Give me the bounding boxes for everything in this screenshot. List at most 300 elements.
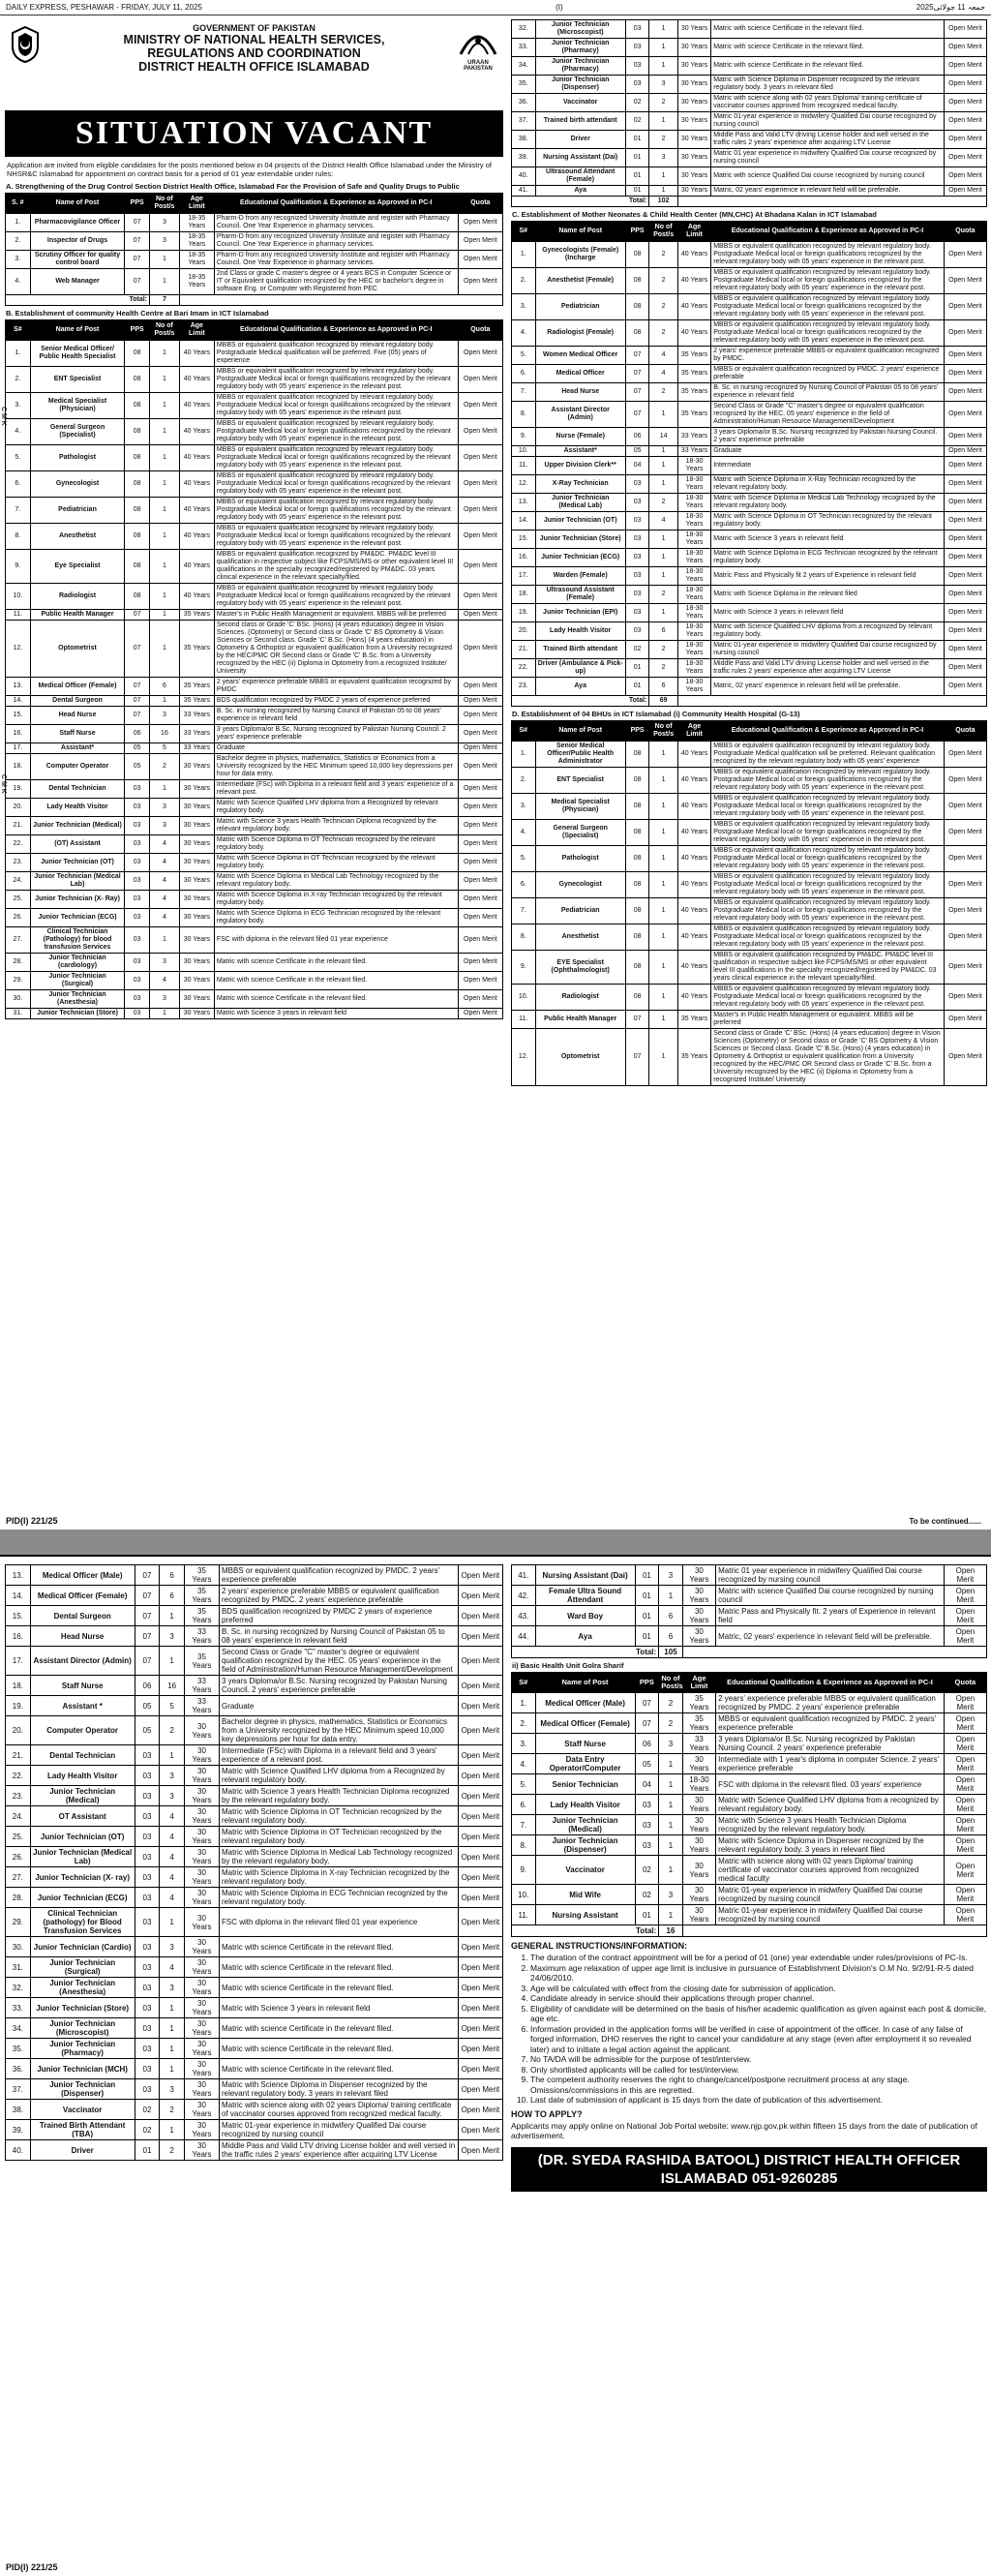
post-name-cell: Pathologist [30,445,125,471]
post-name-cell: Junior Technician (Pharmacy) [30,2039,135,2059]
qualification-cell: Matric with Science Qualified LHV diploma from a recognized by relevant regulatory body. [711,622,945,641]
posts-count-cell: 1 [150,367,180,393]
post-name-cell: Medical Officer (Male) [535,1693,635,1713]
pps-cell: 03 [625,586,649,604]
pps-cell: 08 [125,524,150,550]
quota-cell: Open Merit [458,251,502,269]
table-row [512,622,987,641]
post-name-cell: Junior Technician (Pharmacy) [535,57,625,76]
age-limit-cell: 40 Years [677,268,710,294]
post-name-cell: Junior Technician (EPI) [535,604,625,622]
qualification-cell: Matric with science Qualified Dai course recognized by nursing council [716,1586,945,1606]
post-name-cell: Gynecologist [30,471,125,498]
age-limit-cell: 18-35 Years [179,269,214,295]
post-name-cell: Trained Birth attendant [535,641,625,659]
post-name-cell: Staff Nurse [30,1676,135,1696]
age-limit-cell: 30 Years [185,1998,220,2018]
pps-cell: 05 [625,446,649,457]
pps-cell: 03 [135,1908,160,1937]
qualification-cell: MBBS or equivalent qualification recognized by relevant regulatory body. Postgraduate Medical local or foreign qualifications recognized by the relevant regulatory body with 05 years' experience in the relevant post. [711,924,945,951]
table-row [6,872,503,891]
qualification-cell: FSC with diploma in the relevant filed. 03 years' experience [716,1774,945,1795]
qualification-cell: MBBS or equivalent qualification recognized by relevant regulatory body. Postgraduate Medical local or foreign qualifications recognized by the relevant regulatory body with 05 years' experience in the relevant post. [214,524,458,550]
column-header: Educational Qualification & Experience as Approved in PC-I [214,320,458,341]
column-header: S. # [6,194,31,214]
pps-cell: 08 [125,471,150,498]
table-row [6,341,503,367]
pps-cell: 01 [625,149,649,167]
post-name-cell: Vaccinator [30,2100,135,2120]
serial-cell: 12. [512,475,536,494]
quota-cell: Open Merit [944,549,986,567]
column-header: Name of Post [535,222,625,242]
serial-cell: 17. [6,1647,31,1676]
posts-count-cell: 6 [160,1565,185,1586]
pps-cell: 01 [635,1565,659,1586]
qualification-cell: 3 years Diploma/or B.Sc. Nursing recognized by Pakistan Nursing Council. 2 years' experience preferable [219,1676,458,1696]
age-limit-cell: 18-30 Years [682,1774,715,1795]
pps-cell: 07 [635,1713,659,1734]
posts-count-cell: 1 [649,898,677,924]
pps-cell: 03 [125,835,150,854]
qualification-cell: BDS qualification recognized by PMDC 2 years of experience preferred [214,696,458,707]
serial-cell: 2. [6,232,31,251]
serial-cell: 17. [6,743,31,754]
table-row [512,1815,987,1835]
posts-count-cell: 1 [150,419,180,445]
pps-cell: 03 [135,2079,160,2100]
qualification-cell: MBBS or equivalent qualification recognized by relevant regulatory body. Postgraduate Medical local or foreign qualifications recognized by the relevant regulatory body with 05 years' experience in the relevant post. [711,846,945,872]
serial-cell: 39. [6,2120,31,2140]
pps-cell: 08 [125,393,150,419]
qualification-cell: Matric with science along with 02 years Diploma/ training certificate of vaccinator courses approved from recognized medical faculty. [711,94,945,112]
pps-cell: 05 [125,754,150,780]
column-header: PPS [635,1673,659,1693]
quota-cell: Open Merit [944,1795,986,1815]
post-name-cell: Assistant* [30,743,125,754]
posts-count-cell: 4 [150,891,180,909]
pps-cell: 08 [625,985,649,1011]
qualification-cell: Matric with Science Diploma in Medical Lab Technology recognized by the relevant regulatory body. [214,872,458,891]
post-name-cell: Junior Technician (Medical Lab) [30,1847,135,1867]
quota-cell: Open Merit [458,2120,502,2140]
pps-cell: 08 [125,445,150,471]
quota-cell: Open Merit [458,1786,502,1806]
table-row [512,1905,987,1925]
post-name-cell: Junior Technician (OT) [535,512,625,530]
serial-cell: 7. [512,1815,536,1835]
column-header: PPS [625,721,649,742]
serial-cell: 31. [6,1957,31,1978]
qualification-cell: Second Class or Grade "C" master's degree or equivalent qualification recognized by the HEC. 05 years' experience in the field of Administration/Human Resource Management/Development [711,402,945,428]
qualification-cell: Matric with Science Qualified LHV diploma from a recognized by relevant regulatory body. [716,1795,945,1815]
serial-cell: 14. [6,1586,31,1606]
age-limit-cell: 30 Years [179,780,214,799]
quota-cell: Open Merit [944,112,986,131]
age-limit-cell: 30 Years [185,1888,220,1908]
serial-cell: 20. [512,622,536,641]
pps-cell: 07 [625,365,649,383]
post-name-cell: (OT) Assistant [30,835,125,854]
qualification-cell: Matric with Science Diploma in OT Technician recognized by the relevant regulatory body. [219,1806,458,1827]
quota-cell: Open Merit [458,1696,502,1716]
age-limit-cell: 40 Years [677,898,710,924]
table-row [6,1888,503,1908]
serial-cell: 28. [6,954,31,972]
table-header [6,194,503,214]
table-row [6,1565,503,1586]
posts-count-cell: 3 [649,149,677,167]
serial-cell: 21. [6,1745,31,1766]
qualification-cell: B. Sc. in nursing recognized by Nursing Council of Pakistan 05 to 08 years' experience in relevant field [219,1626,458,1647]
table-row [6,1978,503,1998]
serial-cell: 26. [6,909,31,927]
age-limit-cell: 18-30 Years [677,567,710,586]
column-header: Quota [944,1673,986,1693]
quota-cell: Open Merit [944,475,986,494]
table-row [6,367,503,393]
post-name-cell: Junior Technician (Medical) [30,1786,135,1806]
age-limit-cell: 35 Years [677,1011,710,1029]
quota-cell: Open Merit [944,768,986,794]
qualification-cell: Matric, 02 years' experience in relevant field will be preferable. [711,678,945,696]
qualification-cell: Second class or Grade 'C' BSc. (Hons) (4 years education) degree in Vision Sciences (Optometry) or Second class or Grade 'C' BS Optometry & Vision Sciences or Second class. Grade 'C' B.Sc. (Hons) (4 years education) in Optometry & Orthoptist or equivalent qualification from a University recognized by the HEC/PMC OR Second class or Grade 'C' B.Sc. from a University recognized by the HEC (ii) Diploma in Optometry from a recognized Institute/ University [711,1029,945,1086]
quota-cell: Open Merit [944,1586,986,1606]
qualification-cell: FSC with diploma in the relevant filed 01 year experience [214,927,458,954]
pps-cell: 07 [135,1647,160,1676]
serial-cell: 26. [6,1847,31,1867]
pps-cell: 06 [625,428,649,446]
quota-cell: Open Merit [458,927,502,954]
serial-cell: 29. [6,1908,31,1937]
serial-cell: 34. [6,2018,31,2039]
post-name-cell: Gynecologist [535,872,625,898]
column-header: No of Post/s [649,721,677,742]
advertisement-part-2 [0,1555,991,2576]
age-limit-cell: 30 Years [682,1565,715,1586]
qualification-cell: Matric with Science Diploma in OT Technician recognized by the relevant regulatory body. [711,512,945,530]
signature-box [511,2147,987,2192]
table-row [512,1586,987,1606]
pps-cell: 03 [625,39,649,57]
table-row [512,20,987,39]
serial-cell: 13. [512,494,536,512]
table-row [512,186,987,197]
post-name-cell: Ultrasound Assistant (Female) [535,586,625,604]
age-limit-cell: 30 Years [179,854,214,872]
qualification-cell: Matric with science Certificate in the relevant filed. [219,2039,458,2059]
age-limit-cell: 30 Years [179,872,214,891]
serial-cell: 12. [6,621,31,678]
posts-count-cell: 5 [160,1696,185,1716]
posts-count-cell: 5 [150,743,180,754]
table-row [512,402,987,428]
pps-cell: 07 [125,610,150,621]
pps-cell: 07 [135,1626,160,1647]
government-emblem-icon [9,25,42,64]
pps-cell: 05 [125,743,150,754]
section-c-title: C. Establishment of Mother Neonates & Child Health Center (MN,CHC) At Bhadana Kalan in ICT Islamabad [512,210,877,219]
quota-cell: Open Merit [458,445,502,471]
signature-name: (DR. SYEDA RASHIDA BATOOL) DISTRICT HEALTH OFFICER [537,2151,961,2168]
qualification-cell: Pharm-D from any recognized University /institute and register with Pharmacy Council. One Year Experience in pharmacy services. [214,251,458,269]
table-row [6,754,503,780]
serial-cell: 4. [6,419,31,445]
serial-cell: 15. [512,530,536,549]
qualification-cell: MBBS or equivalent qualification recognized by relevant regulatory body. Postgraduate Medical local or foreign qualifications recognized by the relevant regulatory body with 05 years' experience in the relevant post. [214,393,458,419]
age-limit-cell: 30 Years [179,927,214,954]
table-row [512,131,987,149]
serial-cell: 1. [512,1693,536,1713]
column-header: No of Post/s [649,222,677,242]
qualification-cell: Bachelor degree in physics, mathematics, Statistics or Economics from a University recognized by the HEC Minimum speed 10,000 key depressions per hour for data entry. [214,754,458,780]
table-row [512,898,987,924]
age-limit-cell: 40 Years [179,498,214,524]
table-row [6,854,503,872]
quota-cell: Open Merit [458,419,502,445]
age-limit-cell: 40 Years [179,550,214,584]
post-name-cell: Aya [535,678,625,696]
total-filler [682,1925,986,1937]
posts-count-cell: 1 [160,2120,185,2140]
age-limit-cell: 30 Years [185,2120,220,2140]
pps-cell: 07 [625,402,649,428]
pps-cell: 07 [625,383,649,402]
posts-count-cell: 3 [659,1565,683,1586]
age-limit-cell: 30 Years [677,167,710,186]
quota-cell: Open Merit [944,76,986,94]
age-limit-cell: 40 Years [677,820,710,846]
table-row [6,269,503,295]
pps-cell: 03 [125,799,150,817]
table-row [512,1029,987,1086]
serial-cell: 36. [512,94,536,112]
posts-count-cell: 3 [150,707,180,725]
quota-cell: Open Merit [458,1626,502,1647]
table-row [6,927,503,954]
post-name-cell: Assistant* [535,446,625,457]
quota-cell: Open Merit [458,1998,502,2018]
table-row [6,1606,503,1626]
age-limit-cell: 30 Years [185,1827,220,1847]
post-name-cell: Junior Technician (OT) [30,1827,135,1847]
pps-cell: 03 [125,972,150,990]
table-header [512,222,987,242]
masthead-left: DAILY EXPRESS, PESHAWAR - FRIDAY, JULY 11, 2025 [6,3,202,12]
posts-count-cell: 4 [150,854,180,872]
quota-cell: Open Merit [458,972,502,990]
post-name-cell: Junior Technician (Surgical) [30,972,125,990]
table-row [6,214,503,232]
quota-cell: Open Merit [944,924,986,951]
age-limit-cell: 30 Years [185,2100,220,2120]
serial-cell: 16. [512,549,536,567]
quota-cell: Open Merit [944,1713,986,1734]
qualification-cell: Matric with Science Qualified LHV diploma from a Recognized by relevant regulatory body. [219,1766,458,1786]
table-row [6,1827,503,1847]
pps-cell: 03 [635,1815,659,1835]
quota-cell: Open Merit [458,780,502,799]
qualification-cell: 2 years' experience preferable MBBS or equivalent qualification recognized by PMDC. 2 years' experience preferable [716,1693,945,1713]
age-limit-cell: 30 Years [185,1957,220,1978]
age-limit-cell: 33 Years [179,743,214,754]
total-filler [682,1647,986,1658]
table-row [512,1626,987,1647]
pps-cell: 03 [625,530,649,549]
table-row [6,1908,503,1937]
posts-count-cell: 3 [659,1885,683,1905]
pps-cell: 02 [625,641,649,659]
qualification-cell: Pharm-D from any recognized University /institute and register with Pharmacy Council. One Year Experience in pharmacy services. [214,214,458,232]
serial-cell: 3. [512,1734,536,1754]
serial-cell: 1. [512,242,536,268]
qualification-cell: MBBS or equivalent qualification recognized by relevant regulatory body. Postgraduate Medical local or foreign qualifications recognized by the relevant regulatory body with 05 years' experience in the relevant post. [711,268,945,294]
posts-count-cell: 1 [649,846,677,872]
age-limit-cell: 40 Years [677,768,710,794]
serial-cell: 14. [6,696,31,707]
age-limit-cell: 35 Years [677,365,710,383]
post-name-cell: Clinical Technician (pathology) for Blood Transfusion Services [30,1908,135,1937]
pps-cell: 05 [635,1754,659,1774]
posts-count-cell: 4 [160,1957,185,1978]
post-name-cell: Anesthetist [535,924,625,951]
age-limit-cell: 30 Years [682,1815,715,1835]
age-limit-cell: 18-30 Years [677,678,710,696]
post-name-cell: Junior Technician (Surgical) [30,1957,135,1978]
serial-cell: 14. [512,512,536,530]
total-value: 16 [659,1925,683,1937]
table-row [6,678,503,696]
table-row [6,2039,503,2059]
pps-cell: 07 [135,1606,160,1626]
quota-cell: Open Merit [944,1693,986,1713]
pps-cell: 07 [625,1029,649,1086]
post-name-cell: Junior Technician (OT) [30,854,125,872]
quota-cell: Open Merit [458,1978,502,1998]
quota-cell: Open Merit [944,846,986,872]
quota-cell: Open Merit [458,1766,502,1786]
serial-cell: 33. [6,1998,31,2018]
age-limit-cell: 33 Years [677,446,710,457]
table-row [512,604,987,622]
age-limit-cell: 18-30 Years [677,641,710,659]
age-limit-cell: 30 Years [185,1908,220,1937]
pps-cell: 03 [125,954,150,972]
post-name-cell: Junior Technician (Store) [30,1009,125,1019]
pps-cell: 02 [625,94,649,112]
quota-cell: Open Merit [944,20,986,39]
post-name-cell: Assistant Director (Admin) [30,1647,135,1676]
column-header: Age Limit [677,222,710,242]
posts-count-cell: 1 [649,567,677,586]
age-limit-cell: 18-30 Years [677,549,710,567]
serial-cell: 19. [6,780,31,799]
serial-cell: 3. [512,294,536,320]
posts-count-cell: 2 [649,268,677,294]
post-name-cell: Junior Technician (Store) [30,1998,135,2018]
table-row [512,768,987,794]
serial-cell: 12. [512,1029,536,1086]
posts-count-cell: 1 [649,604,677,622]
post-name-cell: Junior Technician (Microscopist) [30,2018,135,2039]
table-row [512,1754,987,1774]
posts-count-cell: 4 [160,1867,185,1888]
serial-cell: 2. [6,367,31,393]
serial-cell: 1. [512,742,536,768]
pps-cell: 07 [125,232,150,251]
table-row [6,393,503,419]
quota-cell: Open Merit [458,872,502,891]
section-b-title: B. Establishment of community Health Centre at Bari Imam in ICT Islamabad [6,309,269,318]
age-limit-cell: 30 Years [185,1806,220,1827]
masthead-center: (I) [556,3,563,12]
posts-count-cell: 3 [160,1766,185,1786]
table-row [6,1957,503,1978]
posts-count-cell: 2 [649,494,677,512]
quota-cell: Open Merit [944,659,986,678]
posts-count-cell: 1 [150,584,180,610]
qualification-cell: MBBS or equivalent qualification recognized by relevant regulatory body. Postgraduate Medical local or foreign qualifications recognized by the relevant regulatory body with 05 years' experience in the relevant post. [711,242,945,268]
posts-count-cell: 1 [649,167,677,186]
post-name-cell: Junior Technician (Pharmacy) [535,39,625,57]
age-limit-cell: 35 Years [179,621,214,678]
quota-cell: Open Merit [944,951,986,985]
posts-count-cell: 1 [649,1029,677,1086]
age-limit-cell: 30 Years [185,1745,220,1766]
uraan-logo-text: URAAN PAKISTAN [464,60,493,72]
column-header: Educational Qualification & Experience as Approved in PC-I [214,194,458,214]
column-header: Quota [944,721,986,742]
serial-cell: 40. [6,2140,31,2161]
pps-cell: 08 [625,320,649,347]
age-limit-cell: 30 Years [185,2079,220,2100]
pps-cell: 08 [625,768,649,794]
quota-cell: Open Merit [458,584,502,610]
post-name-cell: Eye Specialist [30,550,125,584]
posts-count-cell: 1 [649,768,677,794]
quota-cell: Open Merit [458,1888,502,1908]
age-limit-cell: 40 Years [179,367,214,393]
table-b [5,319,503,1019]
table-d-continued-2 [511,1564,987,1658]
part2-left-column [5,1564,503,2161]
post-name-cell: Senior Medical Officer/Public Health Administrator [535,742,625,768]
posts-count-cell: 1 [160,1745,185,1766]
quota-cell: Open Merit [944,604,986,622]
post-name-cell: Driver [30,2140,135,2161]
post-name-cell: Junior Technician (Medical Lab) [30,872,125,891]
post-name-cell: Pathologist [535,846,625,872]
ministry-line-1: MINISTRY OF NATIONAL HEALTH SERVICES, [123,33,385,46]
serial-cell: 8. [6,524,31,550]
pps-cell: 08 [625,742,649,768]
age-limit-cell: 35 Years [185,1565,220,1586]
age-limit-cell: 40 Years [179,524,214,550]
quota-cell: Open Merit [944,1774,986,1795]
post-name-cell: Anesthetist [30,524,125,550]
age-limit-cell: 30 Years [682,1586,715,1606]
post-name-cell: Anesthetist (Female) [535,268,625,294]
post-name-cell: Junior Technician (X- ray) [30,1867,135,1888]
column-header: PPS [125,320,150,341]
serial-cell: 9. [512,951,536,985]
post-name-cell: ENT Specialist [30,367,125,393]
total-label: Total: [6,295,150,306]
age-limit-cell: 35 Years [179,610,214,621]
quota-cell: Open Merit [944,1885,986,1905]
table-row [6,2018,503,2039]
pps-cell: 03 [135,1937,160,1957]
